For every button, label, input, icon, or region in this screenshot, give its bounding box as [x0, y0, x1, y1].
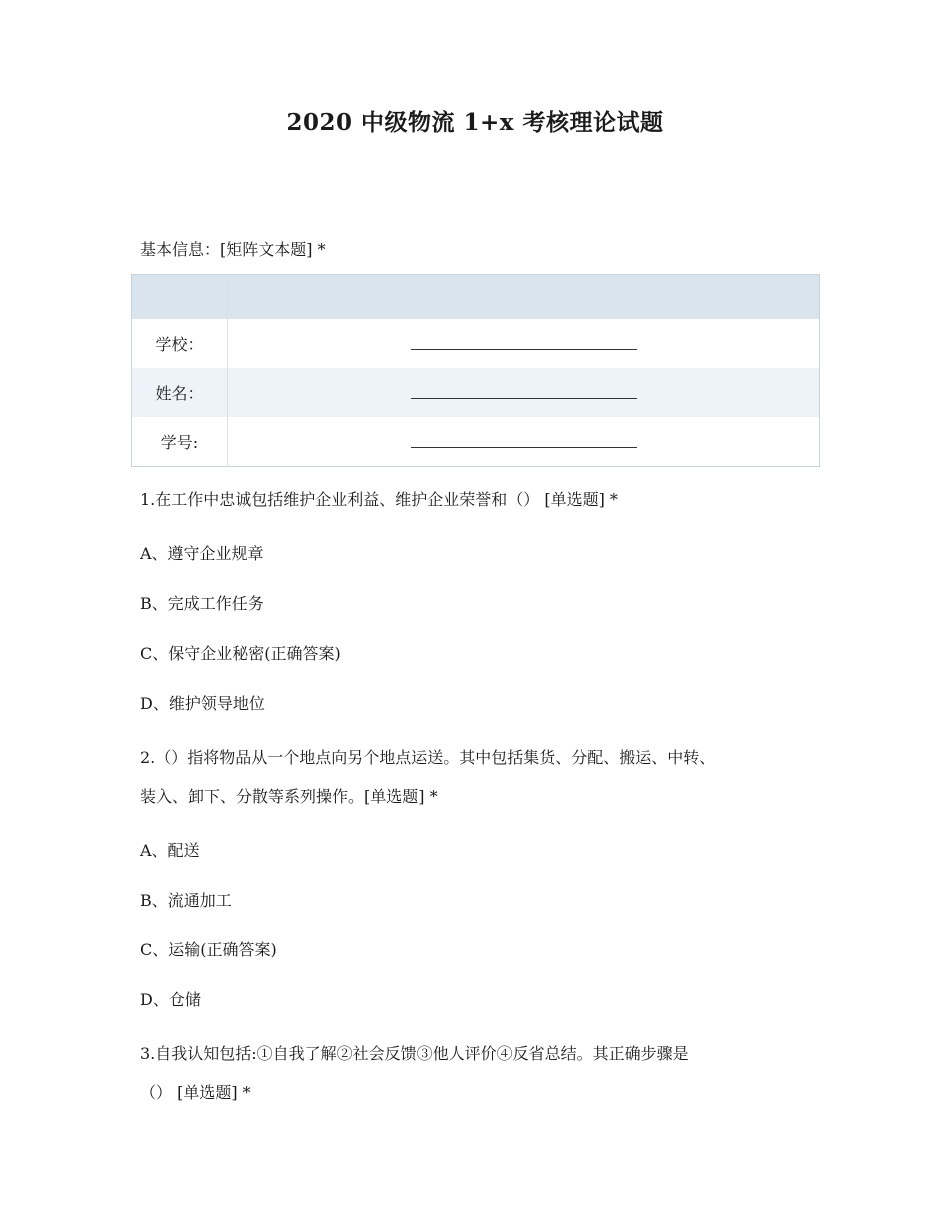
student-id-answer-field[interactable]	[228, 417, 820, 467]
basic-info-label: 基本信息：[矩阵文本题] *	[140, 240, 326, 259]
question-1: 1.在工作中忠诚包括维护企业利益、维护企业荣誉和（） [单选题] *	[140, 490, 618, 509]
table-header-row	[132, 275, 820, 320]
row-label: 学校：	[155, 335, 204, 354]
table-row-name	[132, 368, 820, 417]
question-3-line-1: 3.自我认知包括:①自我了解②社会反馈③他人评价④反省总结。其正确步骤是	[140, 1044, 689, 1063]
question-2-option-b[interactable]: B、流通加工	[140, 891, 232, 910]
table-header-cell	[228, 275, 820, 320]
question-2-option-a[interactable]: A、配送	[140, 841, 200, 860]
name-answer-field[interactable]	[228, 368, 820, 417]
question-1-option-c[interactable]: C、保守企业秘密(正确答案)	[140, 644, 341, 663]
question-2-option-d[interactable]: D、仓储	[140, 990, 201, 1009]
row-label: 姓名：	[132, 368, 228, 417]
school-answer-field[interactable]	[228, 319, 820, 368]
question-2-line-2: 装入、卸下、分散等系列操作。[单选题] *	[140, 787, 438, 806]
question-1-option-b[interactable]: B、完成工作任务	[140, 594, 264, 613]
blank-line	[411, 349, 637, 350]
question-2-option-c[interactable]: C、运输(正确答案)	[140, 940, 277, 959]
table-row-student-id	[132, 417, 820, 467]
blank-line	[411, 447, 637, 448]
page-title: 2020 中级物流 1+x 考核理论试题	[286, 109, 664, 136]
table-row-school	[132, 319, 820, 368]
question-2-line-1: 2.（）指将物品从一个地点向另个地点运送。其中包括集货、分配、搬运、中转、	[140, 748, 716, 767]
question-1-option-a[interactable]: A、遵守企业规章	[140, 544, 264, 563]
table-header-cell	[132, 275, 228, 320]
basic-info-table	[131, 274, 820, 467]
question-1-option-d[interactable]: D、维护领导地位	[140, 694, 265, 713]
question-3-line-2: （） [单选题] *	[140, 1083, 251, 1102]
blank-line	[411, 398, 637, 399]
row-label: 学号:	[160, 433, 199, 452]
